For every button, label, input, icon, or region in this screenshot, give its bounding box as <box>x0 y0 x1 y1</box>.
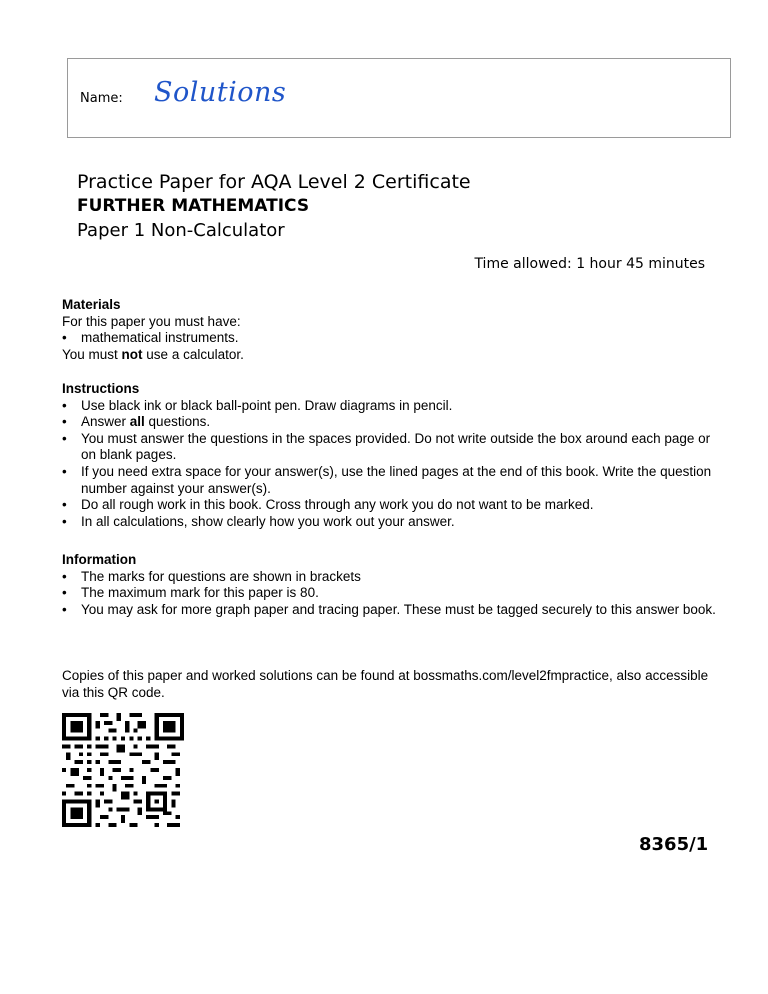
materials-list <box>62 330 722 347</box>
time-allowed: Time allowed: 1 hour 45 minutes <box>474 256 705 272</box>
materials-heading: Materials <box>62 297 121 312</box>
information-list <box>62 569 722 619</box>
instruction-item: • Do all rough work in this book. Cross through any work you do not want to be marked. <box>62 497 722 514</box>
name-box <box>67 58 731 138</box>
materials-section <box>62 297 722 363</box>
materials-item: • mathematical instruments. <box>62 330 722 347</box>
instruction-item: • You must answer the questions in the spaces provided. Do not write outside the box around each page or on blank pages. <box>62 431 722 464</box>
paper-title: Paper 1 Non-Calculator <box>77 220 285 241</box>
qr-code[interactable] <box>62 713 184 827</box>
instructions-section <box>62 381 722 530</box>
calculator-note: You must not use a calculator. <box>62 346 244 362</box>
information-section <box>62 552 722 618</box>
copies-note <box>62 668 722 701</box>
qr-code-graphic <box>62 713 184 827</box>
instruction-item: • If you need extra space for your answer(s), use the lined pages at the end of this book. Write the question number against your answer(s). <box>62 464 722 497</box>
name-value: Solutions <box>154 77 287 108</box>
information-item: • The maximum mark for this paper is 80. <box>62 585 722 602</box>
subject-title: FURTHER MATHEMATICS <box>77 196 310 216</box>
instructions-list <box>62 398 722 531</box>
instruction-item: • In all calculations, show clearly how you work out your answer. <box>62 514 722 531</box>
paper-code: 8365/1 <box>639 834 709 855</box>
name-label: Name: <box>80 91 123 106</box>
materials-intro: For this paper you must have: <box>62 313 241 329</box>
certificate-title: Practice Paper for AQA Level 2 Certificate <box>77 171 471 193</box>
information-item: • You may ask for more graph paper and tracing paper. These must be tagged securely to this answer book. <box>62 602 722 619</box>
information-heading: Information <box>62 552 137 567</box>
information-item: • The marks for questions are shown in brackets <box>62 569 722 586</box>
instruction-item: • Use black ink or black ball-point pen. Draw diagrams in pencil. <box>62 398 722 415</box>
copies-text: Copies of this paper and worked solutions can be found at bossmaths.com/level2fmpractice, also accessible via this QR code. <box>62 668 709 700</box>
title-block <box>77 170 471 244</box>
instruction-item: • Answer all questions. <box>62 414 722 431</box>
instructions-heading: Instructions <box>62 381 140 396</box>
